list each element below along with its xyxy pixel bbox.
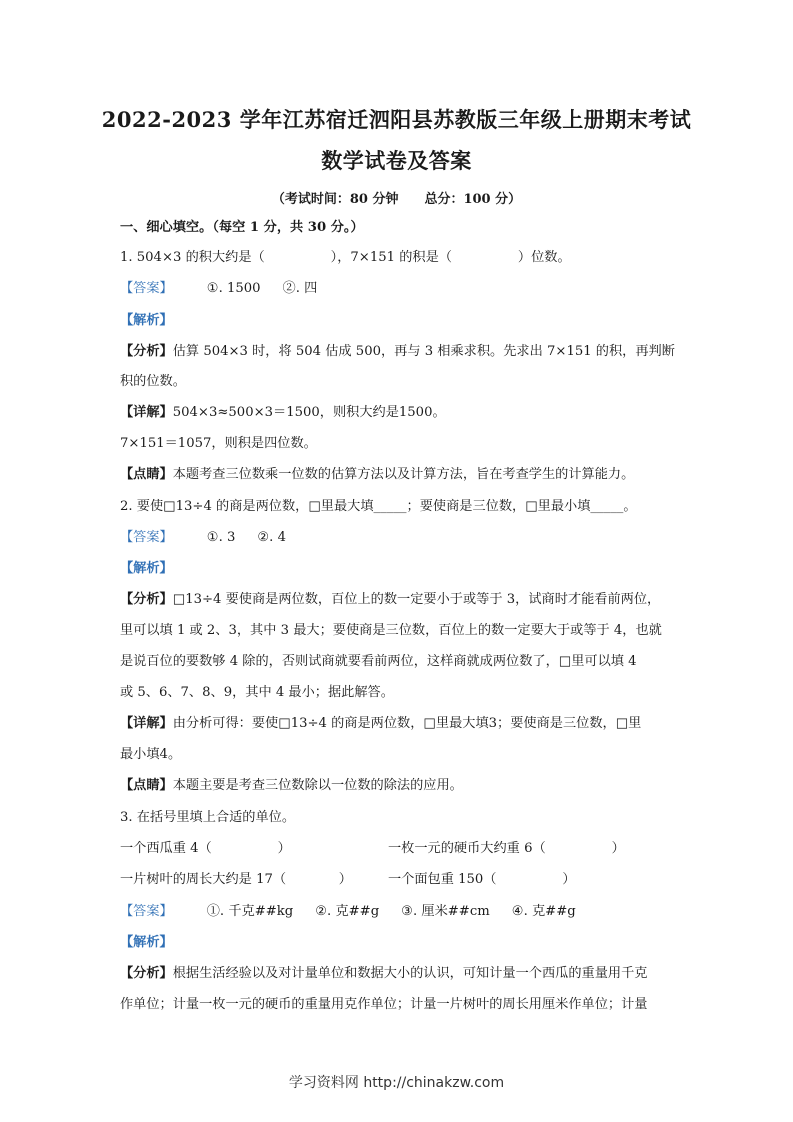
q3-question: 3. 在括号里填上合适的单位。 xyxy=(120,810,296,825)
q3-answer-b: ②. 克##g xyxy=(315,904,380,919)
fenxi-label: 【分析】 xyxy=(120,344,173,359)
q1-answer-b: ②. 四 xyxy=(282,281,318,296)
q3-answer-a: ①. 千克##kg xyxy=(206,904,294,919)
q2-fenxi-line2: 里可以填 1 或 2、3，其中 3 最大；要使商是三位数，百位上的数一定要大于或等于 4，也就 xyxy=(120,623,662,638)
answer-label: 【答案】 xyxy=(120,904,173,919)
q2-xiangjie-line1 xyxy=(120,714,641,734)
answer-label: 【答案】 xyxy=(120,281,173,296)
q2-answer-a: ①. 3 xyxy=(206,530,236,545)
q3-answer-d: ④. 克##g xyxy=(511,904,576,919)
dianjing-label: 【点睛】 xyxy=(120,778,173,793)
q1-fenxi-line2: 积的位数。 xyxy=(120,374,186,389)
q2-dianjing-text: 本题主要是考查三位数除以一位数的除法的应用。 xyxy=(172,778,463,793)
q2-xiangjie-line2: 最小填4。 xyxy=(120,747,182,762)
q1-answer xyxy=(120,279,317,299)
q2-dianjing xyxy=(120,776,463,796)
q3-fenxi-text1: 根据生活经验以及对计量单位和数据大小的认识，可知计量一个西瓜的重量用千克 xyxy=(172,966,648,981)
exam-info xyxy=(0,188,793,207)
document-title-line1: 2022-2023 学年江苏宿迁泗阳县苏教版三年级上册期末考试 xyxy=(101,107,692,132)
q1-question: 1. 504×3 的积大约是（ ），7×151 的积是（ ）位数。 xyxy=(120,250,571,265)
q2-answer xyxy=(120,528,286,548)
q2-fenxi-text1: □13÷4 要使商是两位数，百位上的数一定要小于或等于 3，试商时才能看前两位， xyxy=(172,592,661,607)
footer-watermark: 学习资料网 http://chinakzw.com xyxy=(288,1075,505,1091)
q3-fenxi-line2: 作单位；计量一枚一元的硬币的重量用克作单位；计量一片树叶的周长用厘米作单位；计量 xyxy=(120,997,648,1012)
exam-time: （考试时间：80 分钟 xyxy=(271,192,399,207)
q1-answer-a: ①. 1500 xyxy=(206,281,261,296)
q1-xiangjie-line1 xyxy=(120,403,446,423)
q2-fenxi-line4: 或 5、6、7、8、9，其中 4 最小；据此解答。 xyxy=(120,685,394,700)
q3-item2: 一枚一元的硬币大约重 6（ ） xyxy=(388,841,625,856)
q1-fenxi-line1 xyxy=(120,342,675,362)
q2-answer-b: ②. 4 xyxy=(257,530,286,545)
q2-fenxi-line3: 是说百位的要数够 4 除的，否则试商就要看前两位，这样商就成两位数了，□里可以填 4 xyxy=(120,654,637,669)
q3-fenxi-line1 xyxy=(120,964,648,984)
q1-xiangjie-text1: 504×3≈500×3＝1500，则积大约是1500。 xyxy=(172,405,446,420)
q2-fenxi-line1 xyxy=(120,590,660,610)
xiangjie-label: 【详解】 xyxy=(120,716,173,731)
q1-fenxi-text1: 估算 504×3 时，将 504 估成 500，再与 3 相乘求积。先求出 7×151 的积，再判断 xyxy=(172,344,675,359)
fenxi-label: 【分析】 xyxy=(120,592,173,607)
q1-xiangjie-line2: 7×151＝1057，则积是四位数。 xyxy=(120,436,317,451)
fenxi-label: 【分析】 xyxy=(120,966,173,981)
q3-item1: 一个西瓜重 4（ ） xyxy=(120,841,291,856)
q1-analysis-label: 【解析】 xyxy=(120,313,173,328)
q2-question: 2. 要使□13÷4 的商是两位数，□里最大填_____；要使商是三位数，□里最小填_____。 xyxy=(120,499,637,514)
q1-dianjing xyxy=(120,465,634,485)
q3-answer-c: ③. 厘米##cm xyxy=(401,904,490,919)
q2-analysis-label: 【解析】 xyxy=(120,561,173,576)
dianjing-label: 【点睛】 xyxy=(120,467,173,482)
q3-analysis-label: 【解析】 xyxy=(120,935,173,950)
q1-dianjing-text: 本题考查三位数乘一位数的估算方法以及计算方法，旨在考查学生的计算能力。 xyxy=(172,467,635,482)
q3-answer xyxy=(120,902,576,922)
document-title-line2: 数学试卷及答案 xyxy=(321,148,472,173)
total-score: 总分：100 分） xyxy=(424,192,522,207)
xiangjie-label: 【详解】 xyxy=(120,405,173,420)
answer-label: 【答案】 xyxy=(120,530,173,545)
q3-item3: 一片树叶的周长大约是 17（ ） xyxy=(120,872,352,887)
q3-item4: 一个面包重 150（ ） xyxy=(388,872,576,887)
q2-xiangjie-text1: 由分析可得：要使□13÷4 的商是两位数，□里最大填3；要使商是三位数，□里 xyxy=(172,716,642,731)
section-heading: 一、细心填空。（每空 1 分，共 30 分。） xyxy=(120,220,364,235)
